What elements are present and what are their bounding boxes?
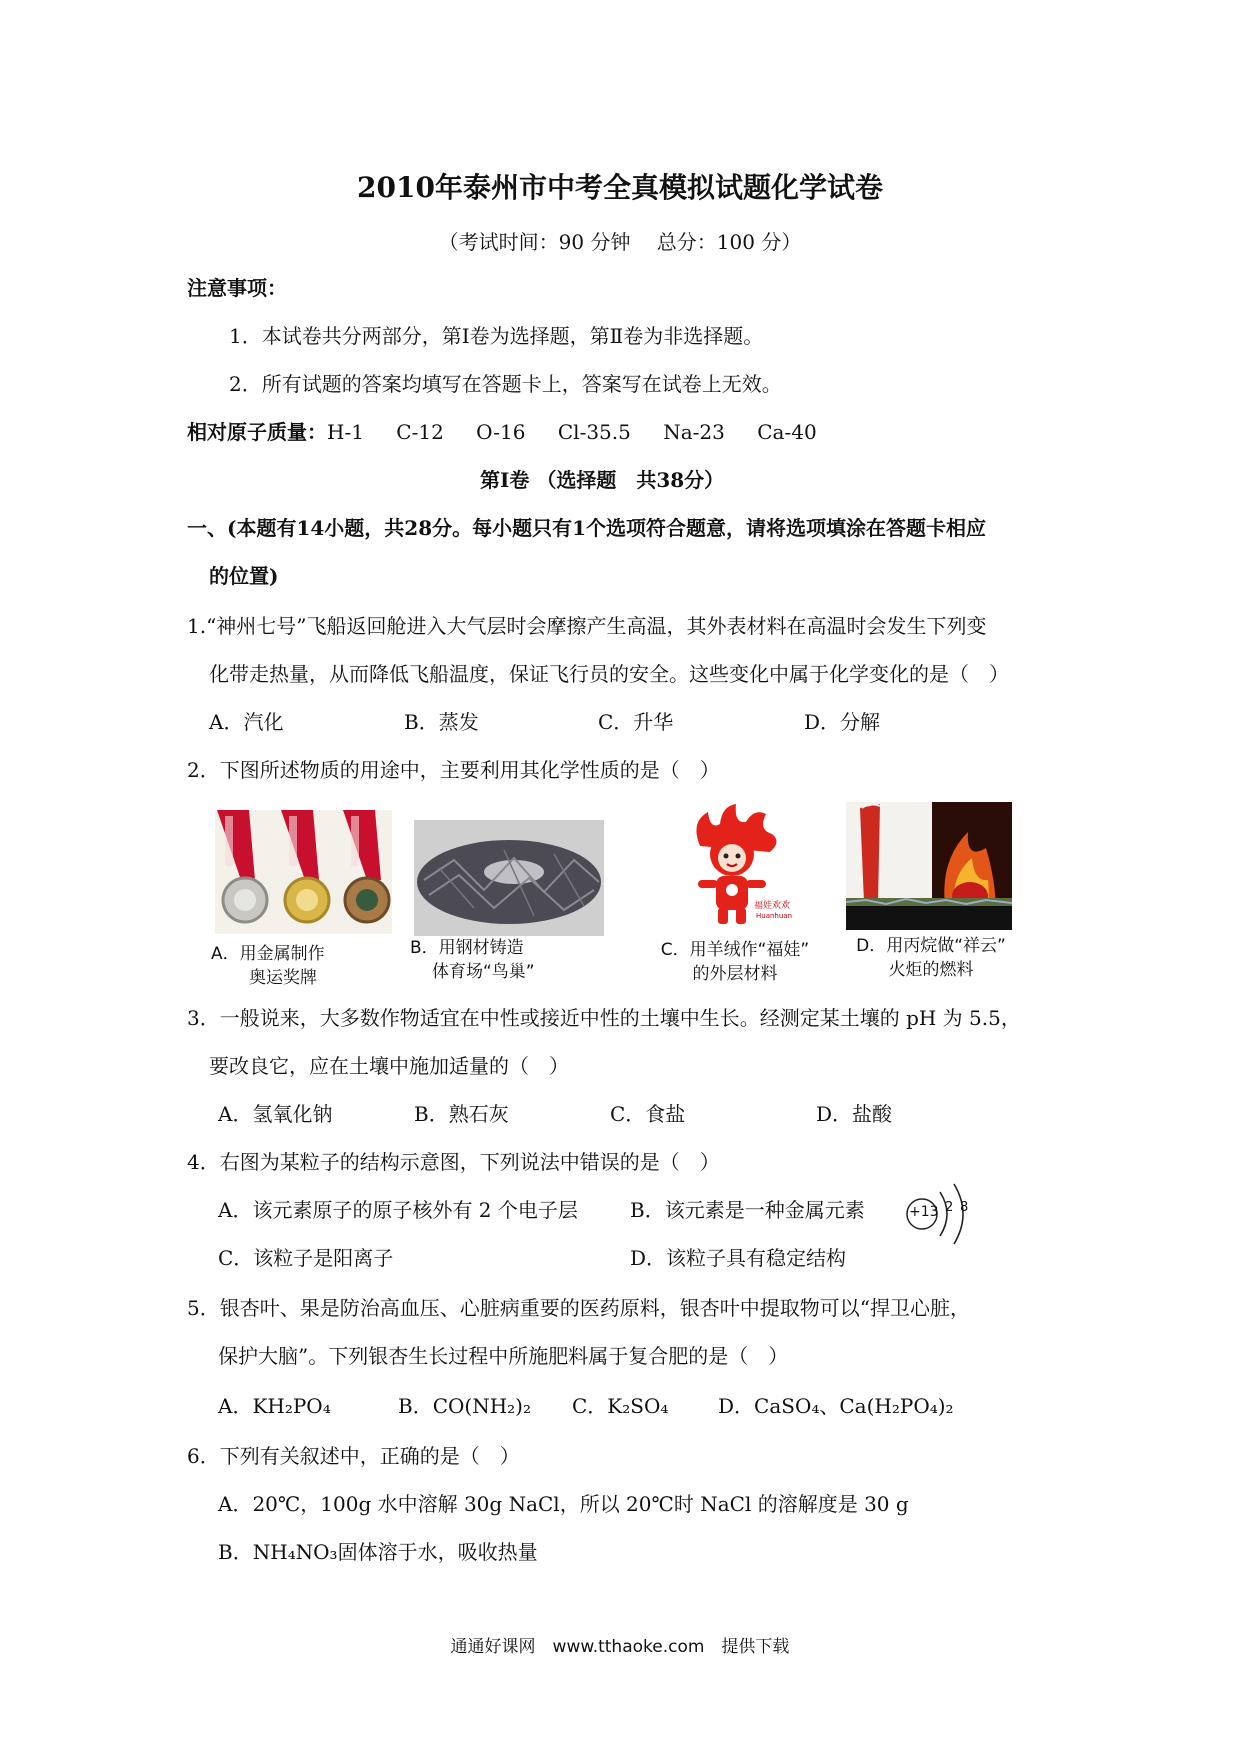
atomic-mass-value: C-12 — [396, 420, 444, 444]
fuwa-subname: Huanhuan — [756, 912, 793, 920]
q2-stem: 2．下图所述物质的用途中，主要利用其化学性质的是（ ） — [187, 758, 720, 782]
q5-option-c: C．K₂SO₄ — [572, 1394, 669, 1418]
q1-option-d: D．分解 — [804, 710, 881, 734]
q3-option-c: C．食盐 — [610, 1102, 686, 1126]
notice-heading: 注意事项： — [187, 276, 287, 300]
q2-caption-b — [410, 936, 535, 984]
notice-item-2: 2．所有试题的答案均填写在答题卡上，答案写在试卷上无效。 — [229, 372, 782, 396]
q4-option-d: D．该粒子具有稳定结构 — [630, 1246, 847, 1270]
q4-option-c: C．该粒子是阳离子 — [218, 1246, 394, 1270]
q6-stem: 6．下列有关叙述中，正确的是（ ） — [187, 1444, 520, 1468]
page-title: 2010年泰州市中考全真模拟试题化学试卷 — [357, 171, 883, 204]
q5-option-d: D．CaSO₄、Ca(H₂PO₄)₂ — [718, 1394, 954, 1418]
caption-line: D．用丙烷做“祥云” — [856, 936, 1006, 956]
atomic-mass-value: Ca-40 — [757, 420, 817, 444]
part1-heading-line2: 的位置) — [209, 564, 279, 588]
page-footer: 通通好课网 www.tthaoke.com 提供下载 — [450, 1637, 790, 1657]
q3-option-d: D．盐酸 — [816, 1102, 893, 1126]
nucleus-charge: +13 — [909, 1204, 939, 1220]
torch-image — [846, 802, 1012, 930]
atomic-mass-value: H-1 — [327, 420, 364, 444]
q1-option-b: B．蒸发 — [404, 710, 479, 734]
q1-option-a: A．汽化 — [209, 710, 284, 734]
caption-line: 的外层材料 — [692, 964, 778, 984]
q4-option-b: B．该元素是一种金属元素 — [630, 1198, 865, 1222]
shell2-electrons: 8 — [960, 1200, 969, 1215]
q1-option-c: C．升华 — [598, 710, 674, 734]
shell1-electrons: 2 — [945, 1200, 954, 1215]
atomic-mass-value: Cl-35.5 — [557, 420, 631, 444]
caption-line: B．用钢材铸造 — [410, 938, 524, 958]
caption-line: A．用金属制作 — [211, 944, 325, 964]
q3-option-b: B．熟石灰 — [414, 1102, 509, 1126]
caption-line: 奥运奖牌 — [249, 968, 317, 988]
q5-stem-line1: 5．银杏叶、果是防治高血压、心脏病重要的医药原料，银杏叶中提取物可以“捍卫心脏， — [187, 1296, 970, 1320]
section-title: 第Ⅰ卷 （选择题 共38分） — [480, 468, 725, 492]
q6-option-b: B．NH₄NO₃固体溶于水，吸收热量 — [218, 1540, 538, 1564]
part1-heading-line1: 一、(本题有14小题，共28分。每小题只有1个选项符合题意，请将选项填涂在答题卡相应 — [187, 516, 987, 540]
particle-structure-diagram — [900, 1176, 980, 1252]
fuwa-name: 福娃欢欢 — [754, 901, 791, 911]
q5-stem-line2: 保护大脑”。下列银杏生长过程中所施肥料属于复合肥的是（ ） — [218, 1344, 789, 1368]
q2-caption-a — [211, 942, 325, 990]
q4-option-a: A．该元素原子的原子核外有 2 个电子层 — [218, 1198, 578, 1222]
caption-line: 体育场“鸟巢” — [432, 962, 535, 982]
q1-stem-line1: 1.“神州七号”飞船返回舱进入大气层时会摩擦产生高温，其外表材料在高温时会发生下列变 — [187, 614, 987, 638]
q3-stem-line2: 要改良它，应在土壤中施加适量的（ ） — [209, 1054, 569, 1078]
fuwa-image — [670, 802, 800, 932]
q3-option-a: A．氢氧化钠 — [218, 1102, 333, 1126]
birds-nest-image — [414, 820, 604, 936]
exam-info: （考试时间：90 分钟 总分：100 分） — [438, 230, 802, 254]
atomic-mass-value: O-16 — [476, 420, 526, 444]
caption-line: C．用羊绒作“福娃” — [660, 940, 810, 960]
q2-caption-c — [640, 938, 830, 986]
q5-option-b: B．CO(NH₂)₂ — [398, 1394, 531, 1418]
caption-line: 火炬的燃料 — [888, 960, 974, 980]
q2-caption-d — [836, 934, 1026, 982]
q5-option-a: A．KH₂PO₄ — [218, 1394, 331, 1418]
q3-stem-line1: 3．一般说来，大多数作物适宜在中性或接近中性的土壤中生长。经测定某土壤的 pH 为 5.5， — [187, 1006, 1021, 1030]
notice-item-1: 1．本试卷共分两部分，第Ⅰ卷为选择题，第Ⅱ卷为非选择题。 — [229, 324, 764, 348]
q4-stem: 4．右图为某粒子的结构示意图，下列说法中错误的是（ ） — [187, 1150, 720, 1174]
q6-option-a: A．20℃，100g 水中溶解 30g NaCl，所以 20℃时 NaCl 的溶解度是 30 g — [218, 1492, 909, 1516]
atomic-mass-value: Na-23 — [663, 420, 725, 444]
atomic-mass-label: 相对原子质量： — [187, 420, 327, 444]
atomic-mass-row — [187, 418, 817, 446]
q1-stem-line2: 化带走热量，从而降低飞船温度，保证飞行员的安全。这些变化中属于化学变化的是（ ） — [209, 662, 1009, 686]
medals-image — [215, 810, 392, 934]
